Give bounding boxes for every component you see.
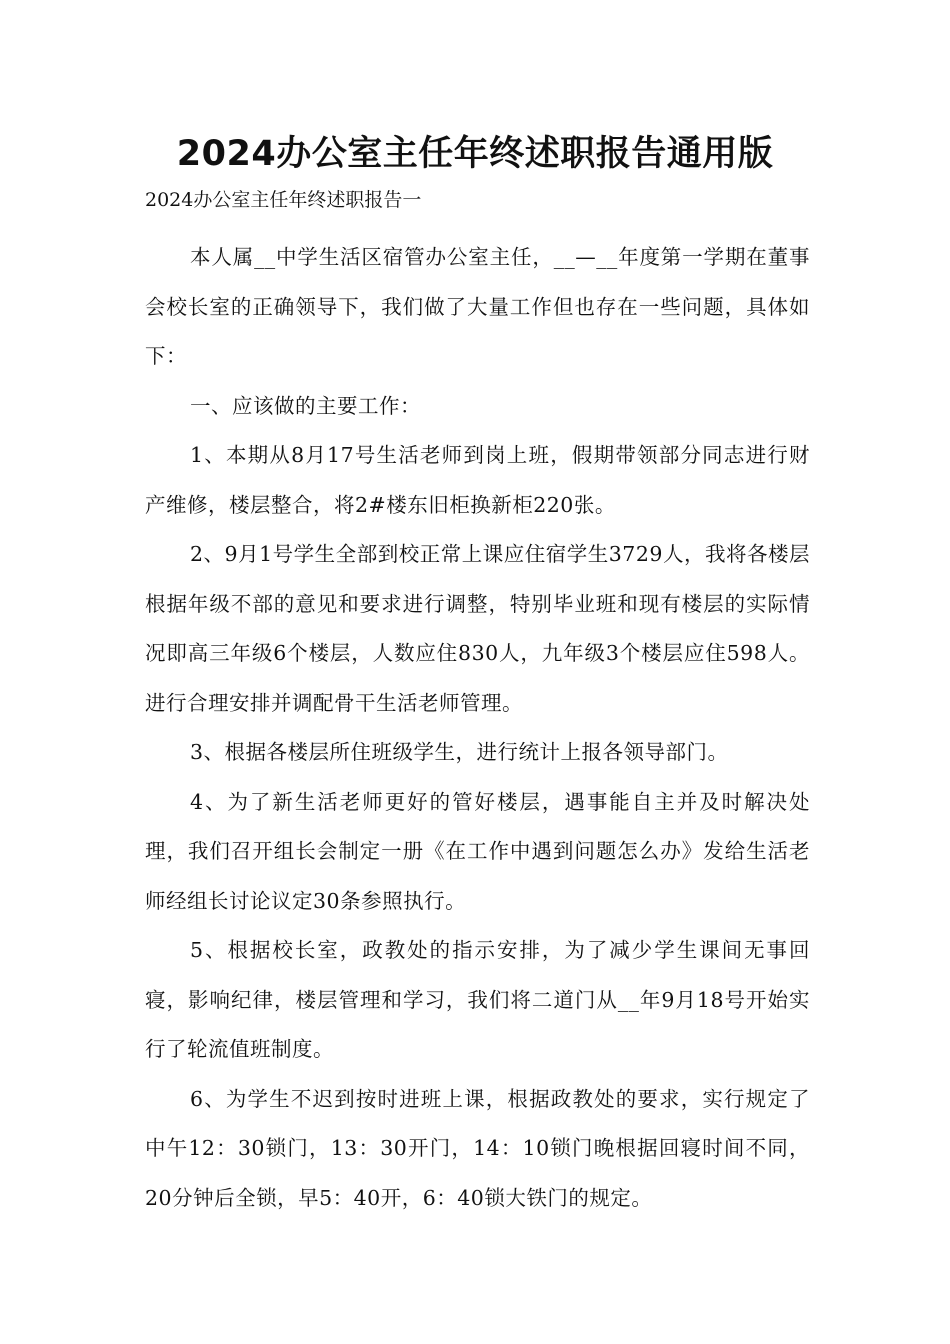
paragraph-item-2: 2、9月1号学生全部到校正常上课应住宿学生3729人，我将各楼层根据年级不部的意见和要求进行调整，特别毕业班和现有楼层的实际情况即高三年级6个楼层，人数应住830人，九年级3个楼层应住598人。进行合理安排并调配骨干生活老师管理。 — [145, 542, 810, 715]
paragraph-intro: 本人属__中学生活区宿管办公室主任，__—__年度第一学期在董事会校长室的正确领导下，我们做了大量工作但也存在一些问题，具体如下： — [145, 245, 810, 368]
document-subtitle: 2024办公室主任年终述职报告一 — [145, 189, 422, 211]
paragraph-item-4: 4、为了新生活老师更好的管好楼层，遇事能自主并及时解决处理，我们召开组长会制定一册《在工作中遇到问题怎么办》发给生活老师经组长讨论议定30条参照执行。 — [145, 789, 810, 913]
document-title: 2024办公室主任年终述职报告通用版 — [176, 134, 774, 174]
paragraph-item-5: 5、根据校长室，政教处的指示安排，为了减少学生课间无事回寝，影响纪律，楼层管理和学习，我们将二道门从__年9月18号开始实行了轮流值班制度。 — [145, 938, 810, 1061]
section-heading-main-work: 一、应该做的主要工作： — [190, 393, 421, 418]
document-body — [145, 233, 810, 1223]
paragraph-item-1: 1、本期从8月17号生活老师到岗上班，假期带领部分同志进行财产维修，楼层整合，将2#楼东旧柜换新柜220张。 — [145, 443, 810, 517]
paragraph-item-3: 3、根据各楼层所住班级学生，进行统计上报各领导部门。 — [190, 740, 729, 764]
paragraph-item-6: 6、为学生不迟到按时进班上课，根据政教处的要求，实行规定了中午12：30锁门，13：30开门，14：10锁门晚根据回寝时间不同，20分钟后全锁，早5：40开，6：40锁大铁门的规定。 — [145, 1086, 810, 1210]
